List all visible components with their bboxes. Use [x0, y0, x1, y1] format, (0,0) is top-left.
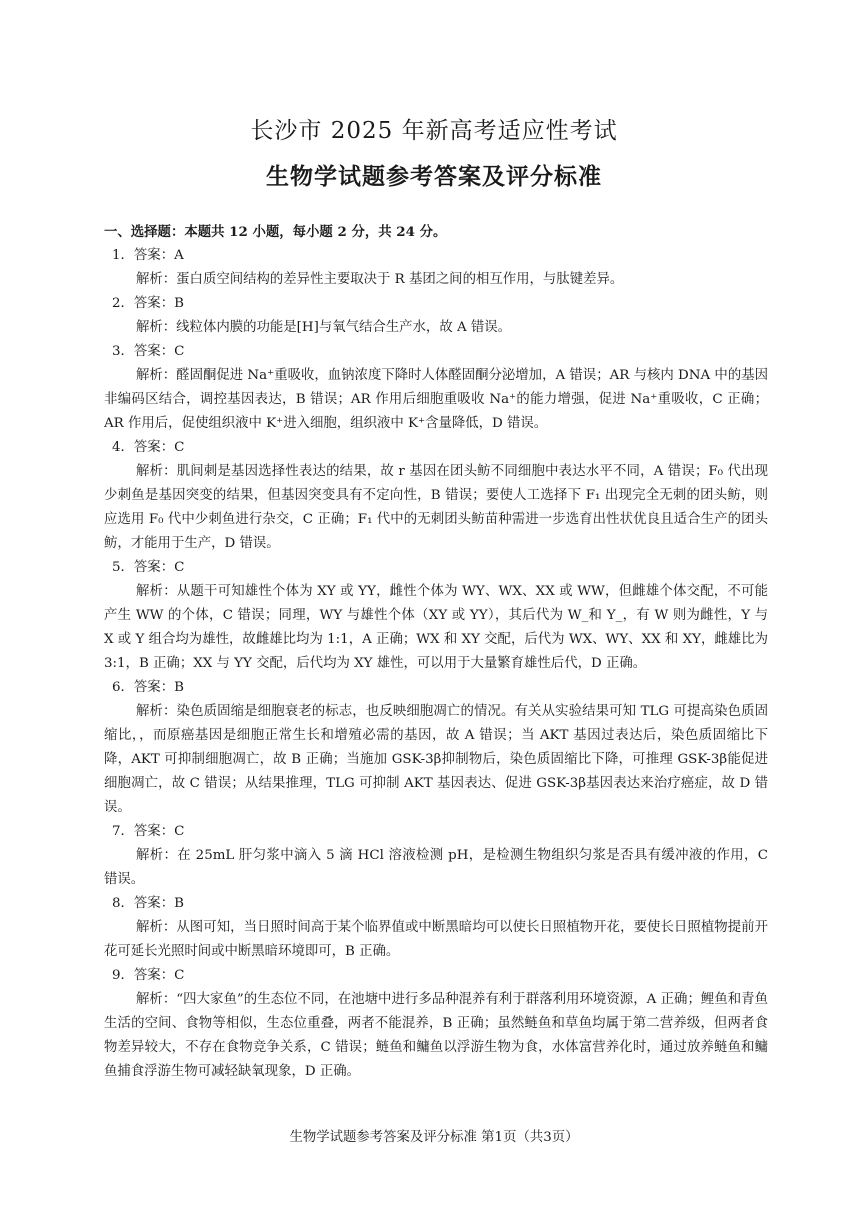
question-item-9: [104, 964, 768, 1084]
explanation-text: 解析：染色质固缩是细胞衰老的标志，也反映细胞凋亡的情况。有关从实验结果可知 TLG 可提高染色质固缩比，，而原癌基因是细胞正常生长和增殖必需的基因，故 A 错误；当 AKT 基因过表达后，染色质固缩比下降，AKT 可抑制细胞凋亡，故 B 正确；当施加 GSK-3β抑制物后，染色质固缩比下降，可推理 GSK-3β能促进细胞凋亡，故 C 错误；从结果推理，TLG 可抑制 AKT 基因表达、促进 GSK-3β基因表达来治疗癌症，故 D 错误。: [104, 704, 768, 815]
question-item-4: [104, 436, 768, 556]
explanation-text: 解析：“四大家鱼”的生态位不同，在池塘中进行多品种混养有利于群落利用环境资源，A 正确；鲤鱼和青鱼生活的空间、食物等相似，生态位重叠，两者不能混养，B 正确；虽然鲢鱼和草鱼均属于第二营养级，但两者食物差异较大，不存在食物竞争关系，C 错误；鲢鱼和鳙鱼以浮游生物为食，水体富营养化时，通过放养鲢鱼和鳙鱼捕食浮游生物可减轻缺氧现象，D 正确。: [104, 992, 768, 1079]
answer-line: 4．答案：C: [112, 440, 185, 455]
explanation-text: 解析：醛固酮促进 Na⁺重吸收，血钠浓度下降时人体醛固酮分泌增加，A 错误；AR 与核内 DNA 中的基因非编码区结合，调控基因表达，B 错误；AR 作用后细胞重吸收 Na⁺的能力增强，促进 Na⁺重吸收，C 正确；AR 作用后，促使组织液中 K⁺进入细胞，组织液中 K⁺含量降低，D 错误。: [104, 368, 768, 431]
question-item-2: [104, 292, 768, 340]
answer-line: 3．答案：C: [112, 344, 185, 359]
answer-line: 9．答案：C: [112, 968, 185, 983]
question-item-7: [104, 820, 768, 892]
section-heading: 一、选择题：本题共 12 小题，每小题 2 分，共 24 分。: [104, 224, 447, 240]
explanation-text: 解析：蛋白质空间结构的差异性主要取决于 R 基团之间的相互作用，与肽键差异。: [136, 272, 624, 287]
explanation-text: 解析：从题干可知雄性个体为 XY 或 YY，雌性个体为 WY、WX、XX 或 WW，但雌雄个体交配，不可能产生 WW 的个体，C 错误；同理，WY 与雄性个体（XY 或 YY），其后代为 W_和 Y_，有 W 则为雌性，Y 与 X 或 Y 组合均为雄性，故雌雄比均为 1:1，A 正确；WX 和 XY 交配，后代为 WX、WY、XX 和 XY，雌雄比为 3:1，B 正确；XX 与 YY 交配，后代均为 XY 雄性，可以用于大量繁育雄性后代，D 正确。: [104, 584, 768, 671]
answer-line: 7．答案：C: [112, 824, 185, 839]
question-item-3: [104, 340, 768, 436]
answer-line: 5．答案：C: [112, 560, 185, 575]
answer-line: 8．答案：B: [112, 896, 184, 911]
page-subtitle: 生物学试题参考答案及评分标准: [266, 163, 602, 190]
explanation-text: 解析：线粒体内膜的功能是[H]与氧气结合生产水，故 A 错误。: [136, 320, 512, 335]
question-item-6: [104, 676, 768, 820]
answer-line: 6．答案：B: [112, 680, 184, 695]
page-footer: 生物学试题参考答案及评分标准 第1页（共3页）: [289, 1130, 579, 1145]
explanation-text: 解析：在 25mL 肝匀浆中滴入 5 滴 HCl 溶液检测 pH，是检测生物组织匀浆是否具有缓冲液的作用，C 错误。: [104, 848, 768, 887]
answer-content: [104, 220, 768, 1084]
question-item-5: [104, 556, 768, 676]
explanation-text: 解析：肌间刺是基因选择性表达的结果，故 r 基因在团头鲂不同细胞中表达水平不同，A 错误；F₀ 代出现少刺鱼是基因突变的结果，但基因突变具有不定向性，B 错误；要使人工选择下 F₁ 出现完全无刺的团头鲂，则应选用 F₀ 代中少刺鱼进行杂交，C 正确；F₁ 代中的无刺团头鲂苗种需进一步选育出性状优良且适合生产的团头鲂，才能用于生产，D 错误。: [104, 464, 768, 551]
question-item-8: [104, 892, 768, 964]
answer-line: 2．答案：B: [112, 296, 184, 311]
page-title: 长沙市 2025 年新高考适应性考试: [250, 118, 618, 144]
answer-line: 1．答案：A: [112, 248, 184, 263]
question-item-1: [104, 244, 768, 292]
explanation-text: 解析：从图可知，当日照时间高于某个临界值或中断黑暗均可以使长日照植物开花，要使长日照植物提前开花可延长光照时间或中断黑暗环境即可，B 正确。: [104, 920, 768, 959]
